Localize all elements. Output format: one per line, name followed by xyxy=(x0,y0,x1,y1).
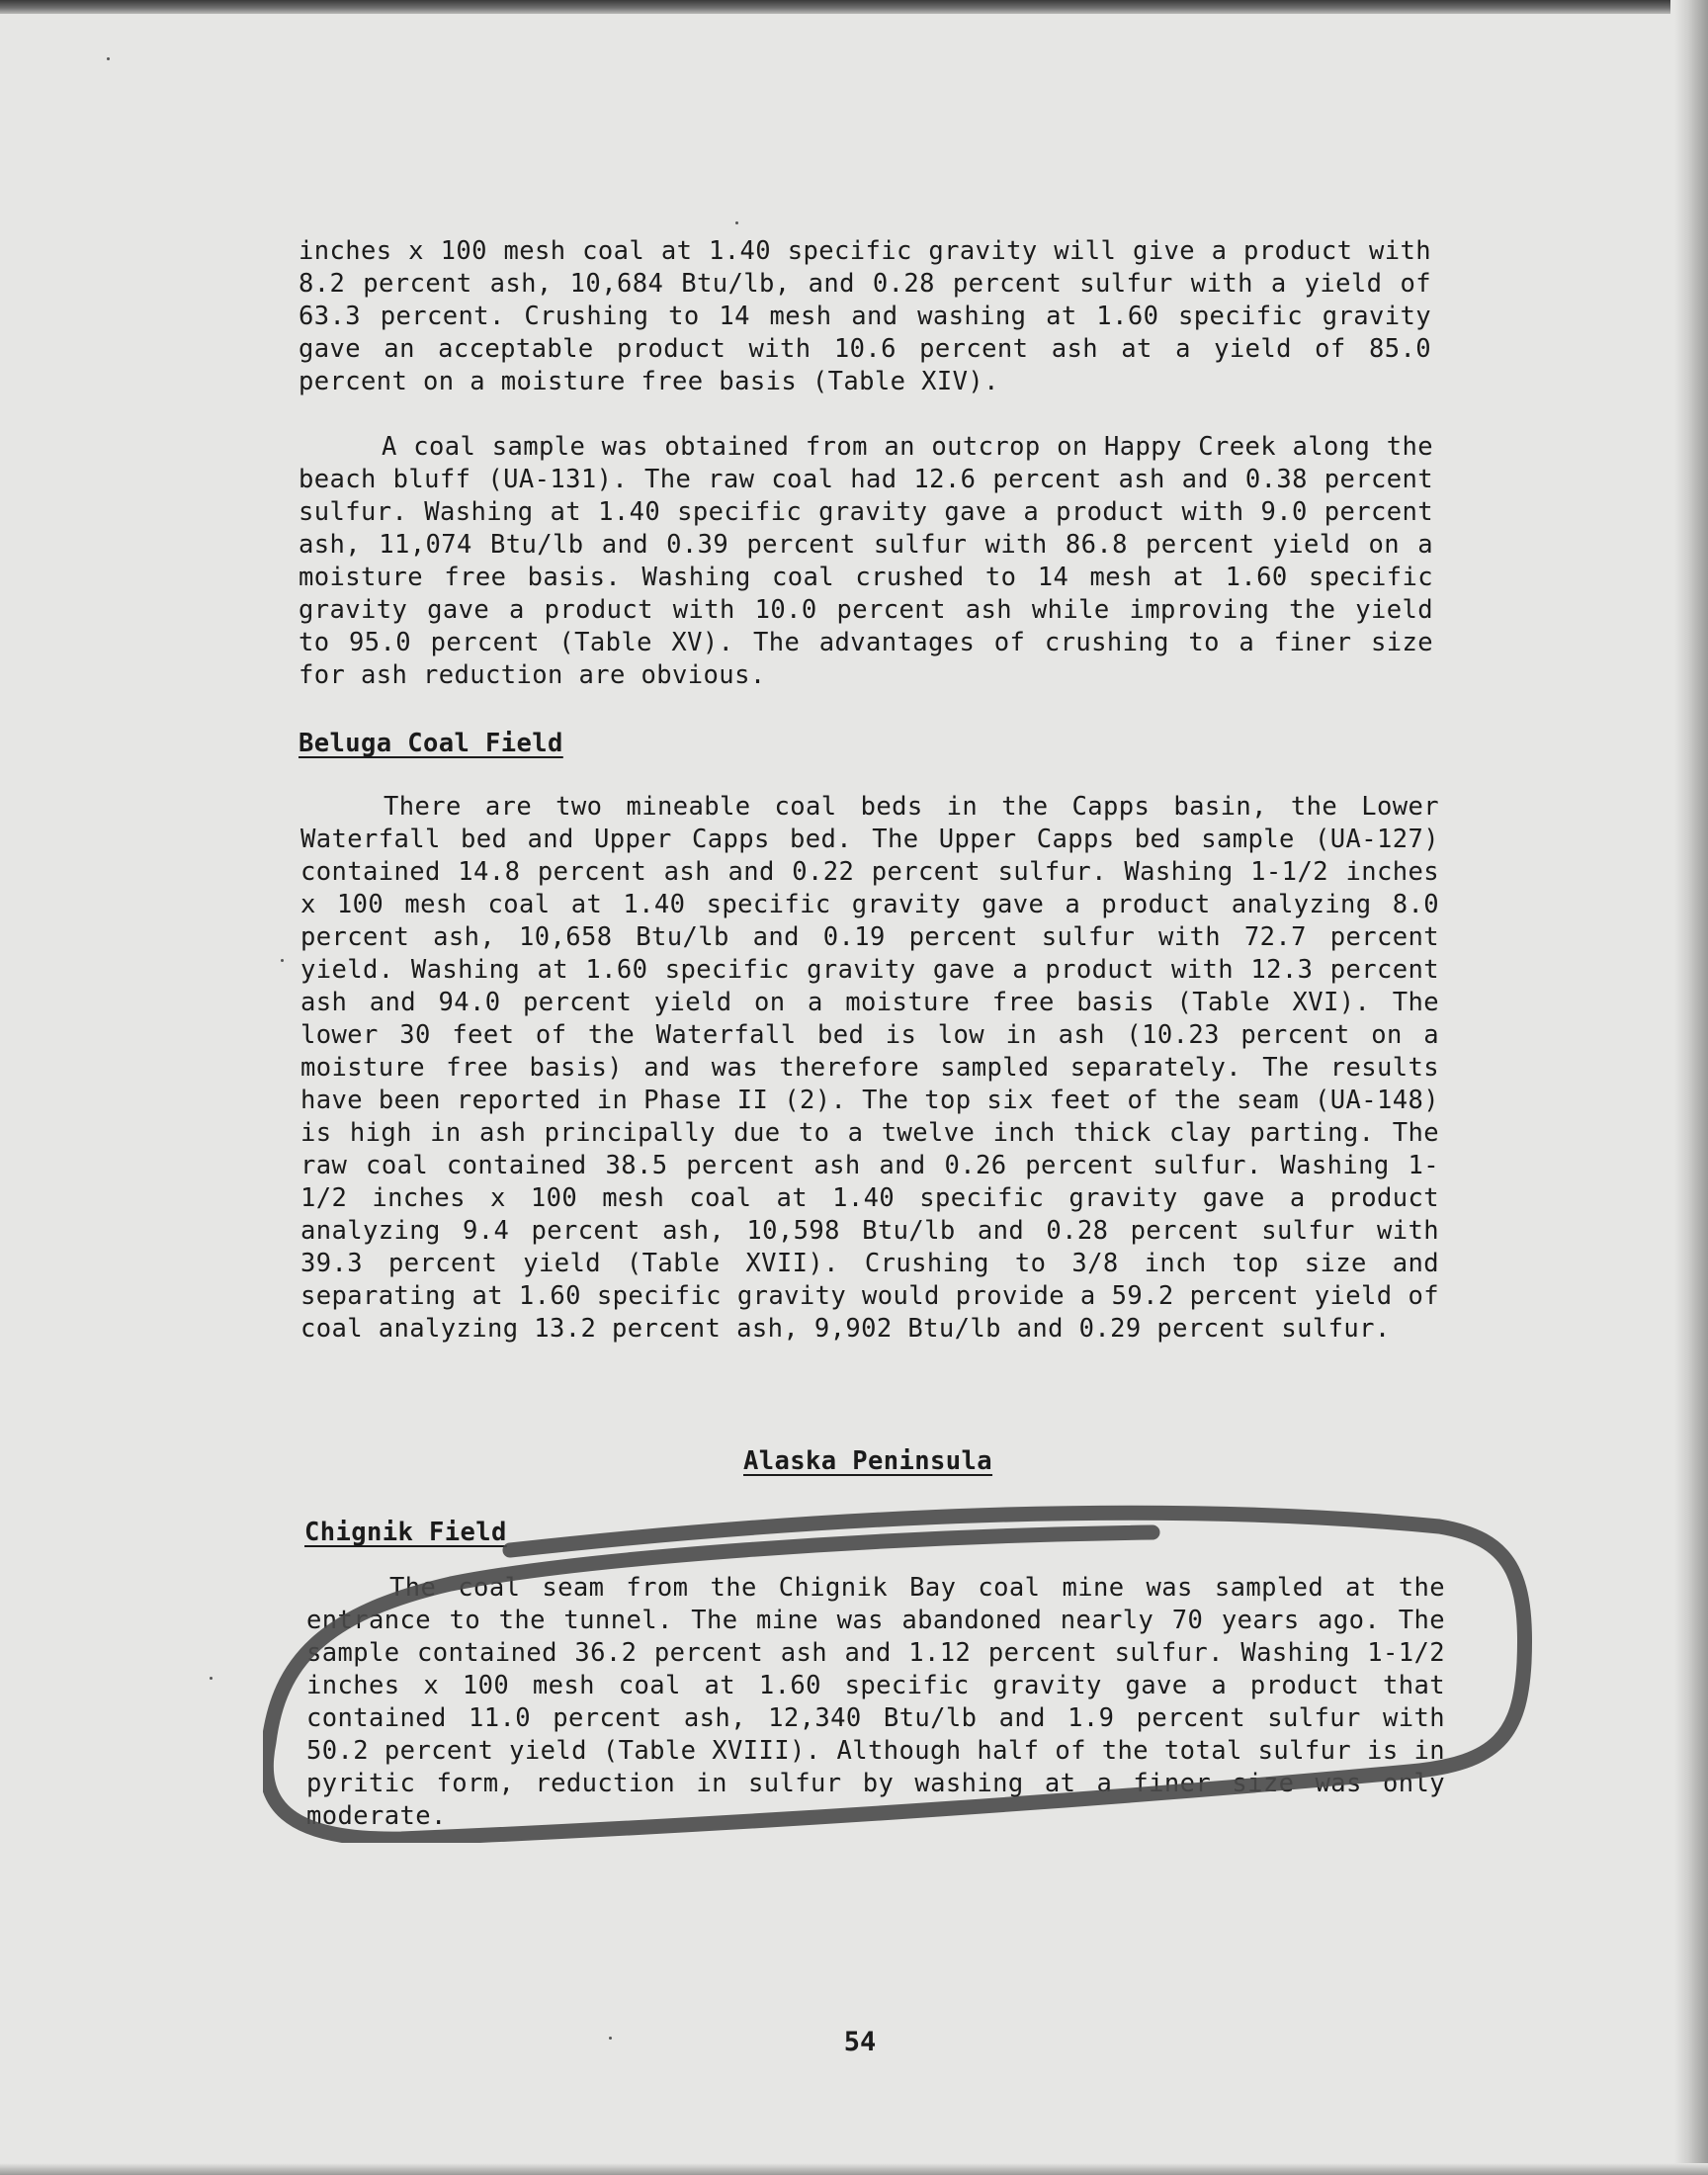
page-top-shadow xyxy=(0,0,1670,14)
paragraph-happy-creek: A coal sample was obtained from an outcrop on Happy Creek along the beach bluff (UA-131). The raw coal had 12.6 percent ash and 0.38 percent sulfur. Washing at 1.40 specific gravity gave a product with 9.0 percent ash, 11,074 Btu/lb and 0.39 percent sulfur with 86.8 percent yield on a moisture free basis. Washing coal crushed to 14 mesh at 1.60 specific gravity gave a product with 10.0 percent ash while improving the yield to 95.0 percent (Table XV). The advantages of crushing to a finer size for ash reduction are obvious. xyxy=(299,432,1433,690)
heading-chignik-field: Chignik Field xyxy=(304,1518,507,1547)
page-bottom-shadow xyxy=(0,2163,1708,2175)
paragraph-chignik: The coal seam from the Chignik Bay coal mine was sampled at the entrance to the tunnel. The mine was abandoned nearly 70 years ago. The sample contained 36.2 percent ash and 1.12 percent sulfur. Washing 1-1/2 inches x 100 mesh coal at 1.60 specific gravity gave a product that contained 11.0 percent ash, 12,340 Btu/lb and 1.9 percent sulfur with 50.2 percent yield (Table XVIII). Although half of the total sulfur is in pyritic form, reduction in sulfur by washing at a finer size was only moderate. xyxy=(306,1573,1445,1831)
paragraph-continuation: inches x 100 mesh coal at 1.40 specific gravity will give a product with 8.2 percent ash, 10,684 Btu/lb, and 0.28 percent sulfur with a yield of 63.3 percent. Crushing to 14 mesh and washing at 1.60 specific gravity gave an acceptable product with 10.6 percent ash at a yield of 85.0 percent on a moisture free basis (Table XIV). xyxy=(299,236,1431,396)
heading-beluga-coal-field: Beluga Coal Field xyxy=(299,729,563,758)
scan-speck xyxy=(281,959,284,962)
heading-alaska-peninsula: Alaska Peninsula xyxy=(743,1446,993,1476)
scan-speck xyxy=(735,221,738,224)
paragraph-beluga: There are two mineable coal beds in the Capps basin, the Lower Waterfall bed and Upper Capps bed. The Upper Capps bed sample (UA-127) contained 14.8 percent ash and 0.22 percent sulfur. Washing 1-1/2 inches x 100 mesh coal at 1.40 specific gravity gave a product analyzing 8.0 percent ash, 10,658 Btu/lb and 0.19 percent sulfur with 72.7 percent yield. Washing at 1.60 specific gravity gave a product with 12.3 percent ash and 94.0 percent yield on a moisture free basis (Table XVI). The lower 30 feet of the Waterfall bed is low in ash (10.23 percent on a moisture free basis) and was therefore sampled separately. The results have been reported in Phase II (2). The top six feet of the seam (UA-148) is high in ash principally due to a twelve inch thick clay parting. The raw coal contained 38.5 percent ash and 0.26 percent sulfur. Washing 1-1/2 inches x 100 mesh coal at 1.40 specific gravity gave a product analyzing 9.4 percent ash, 10,598 Btu/lb and 0.28 percent sulfur with 39.3 percent yield (Table XVII). Crushing to 3/8 inch top size and separating at 1.60 specific gravity would provide a 59.2 percent yield of coal analyzing 13.2 percent ash, 9,902 Btu/lb and 0.29 percent sulfur. xyxy=(300,792,1439,1344)
scan-speck xyxy=(210,1677,213,1680)
scan-speck xyxy=(107,57,110,60)
page-right-shadow xyxy=(1674,0,1708,2175)
page-number: 54 xyxy=(843,2027,877,2057)
scan-speck xyxy=(609,2037,612,2040)
